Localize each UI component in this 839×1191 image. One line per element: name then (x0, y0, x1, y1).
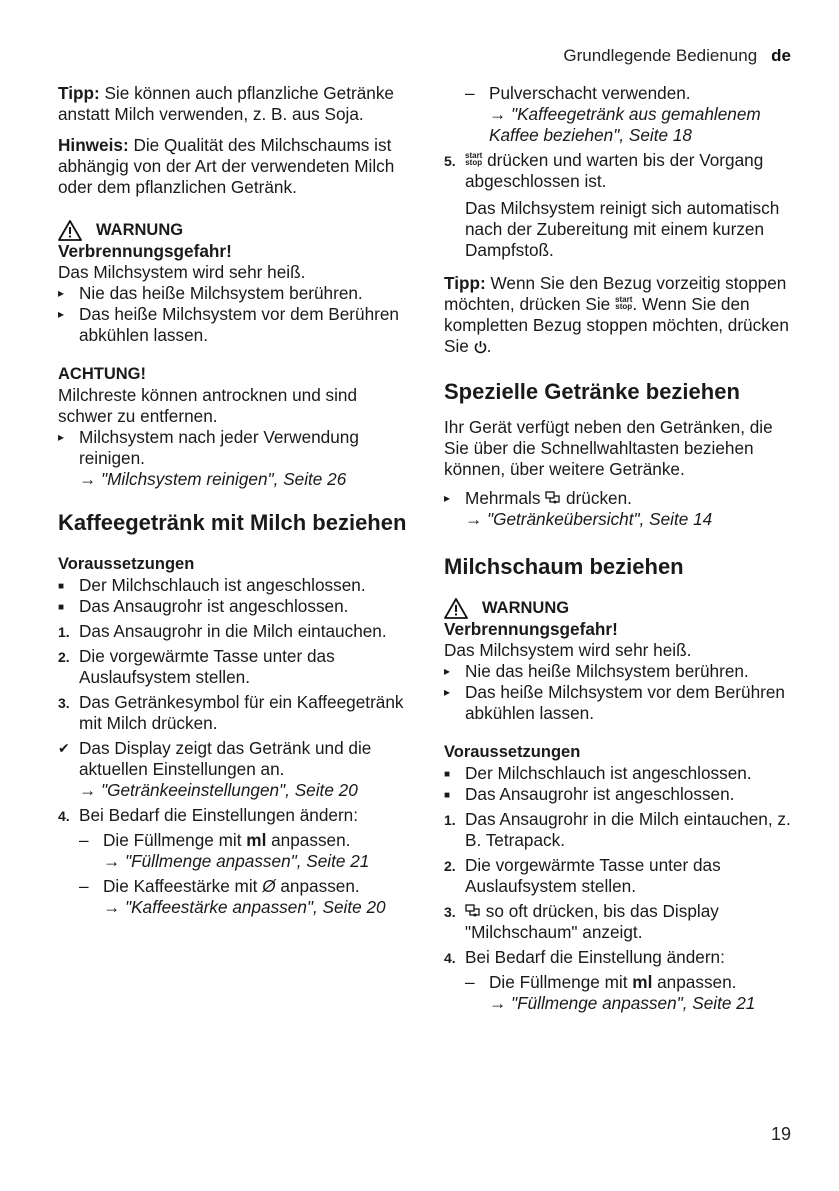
result-item: ✔ Das Display zeigt das Getränk und die aktuellen Einstellungen an. → "Getränkeeinstellungen", Seite 20 (58, 738, 372, 800)
warning-heading: WARNUNG (444, 598, 794, 619)
arrow-bullet-icon: ▸ (58, 430, 65, 444)
menu-drink-icon (545, 491, 561, 506)
arrow-right-icon: → (103, 897, 121, 917)
list-item: ▸ Milchsystem nach jeder Verwendung reinigen. → "Milchsystem reinigen", Seite 26 (58, 427, 359, 489)
list-item: ▸ Nie das heiße Milchsystem berühren. (444, 661, 749, 681)
step-item: 4. Bei Bedarf die Einstellungen ändern: – Die Füllmenge mit ml anpassen. → "Füllmenge anpassen", Seite 21 – Die Kaffeestärke mit Ø anpassen. → "Kaffeestärke anpassen", Seite 20 (58, 805, 408, 918)
prereq-list (58, 575, 408, 617)
list-item: ▸ Das heiße Milchsystem vor dem Berühren abkühlen lassen. (444, 682, 785, 723)
section-title: Milchschaum beziehen (444, 554, 684, 579)
list-item: ■ Der Milchschlauch ist angeschlossen. (444, 763, 752, 783)
arrow-right-icon: → (103, 851, 121, 871)
header-section: Grundlegende Bedienung (563, 46, 758, 65)
page-header (563, 46, 791, 66)
warning-subtitle: Verbrennungsgefahr! (444, 619, 618, 639)
square-bullet-icon: ■ (58, 602, 65, 613)
warning-icon (444, 598, 468, 619)
arrow-bullet-icon: ▸ (58, 286, 65, 300)
step-item: 1. Das Ansaugrohr in die Milch eintauchen, z. B. Tetrapack. (444, 809, 791, 850)
list-item: ▸ Nie das heiße Milchsystem berühren. (58, 283, 363, 303)
caution-text: Milchreste können antrocknen und sind schwer zu entfernen. (58, 385, 358, 426)
page-reference: → "Getränkeeinstellungen", Seite 20 (79, 780, 358, 800)
step-item: 2. Die vorgewärmte Tasse unter das Auslaufsystem stellen. (58, 646, 335, 687)
arrow-right-icon: → (79, 780, 97, 800)
step-list (58, 621, 408, 918)
step-list (444, 809, 794, 1014)
step-item: 5. start stop drücken und warten bis der Vorgang abgeschlossen ist. Das Milchsystem reinigt sich automatisch nach der Zubereitung mit einem kurzen Dampfstoß. (444, 150, 780, 260)
tip-note: Tipp: Sie können auch pflanzliche Getränke anstatt Milch verwenden, z. B. aus Soja. (58, 83, 394, 124)
section-title: Kaffeegetränk mit Milch beziehen (58, 510, 407, 535)
step-item: 1. Das Ansaugrohr in die Milch eintauchen. (58, 621, 387, 641)
list-item: ■ Das Ansaugrohr ist angeschlossen. (444, 784, 735, 804)
step-item: 4. Bei Bedarf die Einstellung ändern: – Die Füllmenge mit ml anpassen. → "Füllmenge anpassen", Seite 21 (444, 947, 794, 1014)
arrow-bullet-icon: ▸ (444, 491, 451, 505)
tip-note: Tipp: Wenn Sie den Bezug vorzeitig stoppen möchten, drücken Sie start stop. Wenn Sie den kompletten Bezug stoppen möchten, drücken Sie . (444, 273, 789, 356)
arrow-bullet-icon: ▸ (58, 307, 65, 321)
page-number: 19 (770, 1124, 791, 1144)
page-reference: → "Getränkeübersicht", Seite 14 (465, 509, 713, 529)
step-item: 3. Das Getränkesymbol für ein Kaffeegetränk mit Milch drücken. (58, 692, 404, 733)
left-column (58, 83, 408, 918)
sub-item: – Die Kaffeestärke mit Ø anpassen. → "Kaffeestärke anpassen", Seite 20 (79, 876, 386, 917)
square-bullet-icon: ■ (444, 790, 451, 801)
caution-list (58, 427, 408, 490)
list-item: ▸ Mehrmals drücken. → "Getränkeübersicht", Seite 14 (444, 488, 713, 529)
warning-heading: WARNUNG (58, 220, 408, 241)
step-item: 3. so oft drücken, bis das Display "Milchschaum" anzeigt. (444, 901, 719, 942)
section-text: Ihr Gerät verfügt neben den Getränken, die Sie über die Schnellwahltasten beziehen können, über weitere Getränke. (444, 417, 773, 479)
start-stop-icon: start stop (465, 151, 483, 167)
page-reference: → "Kaffeestärke anpassen", Seite 20 (103, 897, 386, 917)
page-reference: → "Füllmenge anpassen", Seite 21 (489, 993, 756, 1013)
header-language: de (771, 46, 791, 65)
page-reference: → "Füllmenge anpassen", Seite 21 (103, 851, 370, 871)
sub-list (465, 972, 794, 1014)
sub-item: – Pulverschacht verwenden. → "Kaffeegetränk aus gemahlenem Kaffee beziehen", Seite 18 (465, 83, 761, 145)
right-column (444, 83, 794, 1014)
coffee-strength-icon: Ø (262, 876, 276, 896)
prereq-title: Voraussetzungen (58, 555, 195, 573)
sub-item: – Die Füllmenge mit ml anpassen. → "Füllmenge anpassen", Seite 21 (79, 830, 370, 871)
arrow-right-icon: → (489, 993, 507, 1013)
list-item: ■ Das Ansaugrohr ist angeschlossen. (58, 596, 349, 616)
warning-text: Das Milchsystem wird sehr heiß. (444, 640, 692, 660)
warning-list (444, 661, 794, 724)
checkmark-icon: ✔ (58, 740, 70, 756)
square-bullet-icon: ■ (444, 769, 451, 780)
arrow-right-icon: → (465, 509, 483, 529)
caution-title: ACHTUNG! (58, 365, 146, 383)
warning-icon (58, 220, 82, 241)
list-item: ■ Der Milchschlauch ist angeschlossen. (58, 575, 366, 595)
arrow-right-icon: → (79, 469, 97, 489)
step-list (444, 150, 794, 261)
prereq-list (444, 763, 794, 805)
step-item: 2. Die vorgewärmte Tasse unter das Auslaufsystem stellen. (444, 855, 721, 896)
hint-note: Hinweis: Die Qualität des Milchschaums ist abhängig von der Art der verwendeten Milch oder dem pflanzlichen Getränk. (58, 135, 395, 197)
power-icon (474, 340, 487, 354)
prereq-title: Voraussetzungen (444, 743, 581, 761)
sub-list (465, 83, 794, 146)
page-reference: → "Milchsystem reinigen", Seite 26 (79, 469, 347, 489)
special-list (444, 488, 794, 530)
warning-list (58, 283, 408, 346)
arrow-bullet-icon: ▸ (444, 685, 451, 699)
square-bullet-icon: ■ (58, 581, 65, 592)
arrow-bullet-icon: ▸ (444, 664, 451, 678)
page-reference: → "Kaffeegetränk aus gemahlenem Kaffee beziehen", Seite 18 (489, 104, 761, 145)
section-title: Spezielle Getränke beziehen (444, 379, 740, 404)
warning-subtitle: Verbrennungsgefahr! (58, 241, 232, 261)
warning-text: Das Milchsystem wird sehr heiß. (58, 262, 306, 282)
sub-item: – Die Füllmenge mit ml anpassen. → "Füllmenge anpassen", Seite 21 (465, 972, 756, 1013)
list-item: ▸ Das heiße Milchsystem vor dem Berühren abkühlen lassen. (58, 304, 399, 345)
milk-foam-icon (465, 904, 481, 919)
arrow-right-icon: → (489, 104, 507, 124)
start-stop-icon: start stop (615, 295, 633, 311)
sub-list (79, 830, 408, 918)
